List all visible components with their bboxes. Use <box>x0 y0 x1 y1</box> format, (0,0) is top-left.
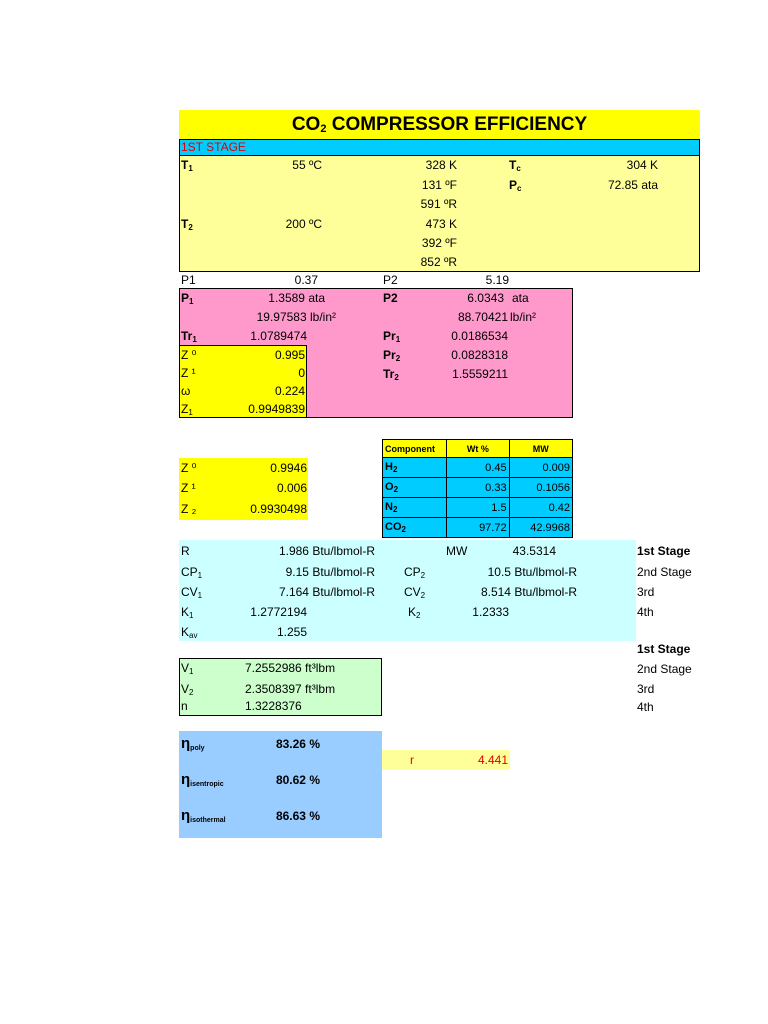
composition-header-component: Component <box>383 440 447 458</box>
r-value: 1.986 Btu/lbmol-R <box>278 544 375 558</box>
eta-isothermal-label: $\eta_{isothermal}$ <box>181 807 226 824</box>
z2-z0-label: Z ⁰ <box>181 461 197 475</box>
eta-poly-label: $\eta_{poly}$ <box>181 735 205 752</box>
composition-table <box>382 439 573 538</box>
page-title: $CO_2$ COMPRESSOR EFFICIENCY <box>291 114 588 135</box>
t1-kelvin: 328 K <box>425 158 457 172</box>
composition-row-co2 <box>383 518 573 538</box>
pr2-value: 0.0828318 <box>451 348 508 362</box>
composition-row-h2 <box>383 458 573 478</box>
z2-label: Z ₂ <box>181 502 197 516</box>
z-one-label: $Z_1$ <box>181 402 193 417</box>
k2-value: 1.2333 <box>472 605 509 619</box>
omega-label: ω <box>181 384 191 398</box>
stage-label-b-3: 3rd <box>637 682 655 696</box>
stage-label-a-2: 2nd Stage <box>637 565 692 579</box>
t1-label: $T_1$ <box>181 158 193 173</box>
component-name: $H_2$ <box>383 458 447 478</box>
cv2-label: $CV_2$ <box>404 585 426 600</box>
r-label: R <box>181 544 190 558</box>
stage-label-a-1: 1st Stage <box>637 544 691 558</box>
t2-kelvin: 473 K <box>425 217 457 231</box>
n-label: n <box>181 699 188 713</box>
z-one-value: 0.9949839 <box>248 402 305 416</box>
p2-psi: 88.70421 <box>457 310 508 324</box>
t2-rankine: 852 ºR <box>420 255 457 269</box>
p1-ata: 1.3589 ata <box>268 291 325 305</box>
p2-raw-value: 5.19 <box>485 273 509 287</box>
component-mw: 0.42 <box>509 498 572 518</box>
kav-label: $K_{av}$ <box>181 625 198 640</box>
tc-label: $T_c$ <box>509 158 521 173</box>
composition-row-o2 <box>383 478 573 498</box>
tr1-label: $Tr_1$ <box>181 329 197 344</box>
cp2-label: $CP_2$ <box>404 565 426 580</box>
p2-raw-label: P2 <box>383 273 398 287</box>
stage-label-b-4: 4th <box>637 700 654 714</box>
component-wt: 0.33 <box>447 478 509 498</box>
cp1-label: $CP_1$ <box>181 565 203 580</box>
mw-value: 43.5314 <box>512 544 556 558</box>
composition-header-mw: MW <box>509 440 572 458</box>
z1-label: Z ¹ <box>181 366 196 380</box>
n-value: 1.3228376 <box>245 699 302 713</box>
z2-value: 0.9930498 <box>250 502 307 516</box>
z2-z1-value: 0.006 <box>276 481 307 495</box>
eta-isentropic-value: 80.62 % <box>275 773 320 787</box>
v2-label: $V_2$ <box>181 682 194 697</box>
eta-poly-value: 83.26 % <box>275 737 320 751</box>
p1-raw-label: P1 <box>181 273 196 287</box>
p2-label: P2 <box>383 291 398 305</box>
tr2-label: $Tr_2$ <box>383 367 399 382</box>
component-wt: 1.5 <box>447 498 509 518</box>
z2-z1-label: Z ¹ <box>181 481 196 495</box>
pr2-label: $Pr_2$ <box>383 348 401 363</box>
stage-header-bar <box>179 139 700 156</box>
stage-label-a-4: 4th <box>637 605 654 619</box>
v2-value: 2.3508397 ft³lbm <box>245 682 336 696</box>
k1-label: $K_1$ <box>181 605 194 620</box>
eta-isothermal-value: 86.63 % <box>275 809 320 823</box>
eta-isentropic-label: $\eta_{isentropic}$ <box>181 771 224 788</box>
p2-ata-unit: ata <box>512 291 529 305</box>
p1-raw-value: 0.37 <box>294 273 318 287</box>
cv1-value: 7.164 Btu/lbmol-R <box>278 585 375 599</box>
t2-label: $T_2$ <box>181 217 193 232</box>
p2-ata: 6.0343 <box>467 291 504 305</box>
component-wt: 97.72 <box>447 518 509 538</box>
t1-celsius: 55 ºC <box>292 158 322 172</box>
p1-label: $P_1$ <box>181 291 194 306</box>
t2-fahrenheit: 392 ºF <box>421 236 457 250</box>
component-name: $O_2$ <box>383 478 447 498</box>
t1-fahrenheit: 131 ºF <box>421 178 457 192</box>
component-mw: 0.009 <box>509 458 572 478</box>
component-wt: 0.45 <box>447 458 509 478</box>
pr1-label: $Pr_1$ <box>383 329 401 344</box>
kav-value: 1.255 <box>276 625 307 639</box>
z2-z0-value: 0.9946 <box>270 461 307 475</box>
composition-row-n2 <box>383 498 573 518</box>
cp1-value: 9.15 Btu/lbmol-R <box>285 565 375 579</box>
cp2-value: 10.5 Btu/lbmol-R <box>487 565 577 579</box>
tr2-value: 1.5559211 <box>452 367 508 381</box>
stage-label-b-2: 2nd Stage <box>637 662 692 676</box>
ratio-label: r <box>410 753 414 767</box>
z0-label: Z ⁰ <box>181 348 197 362</box>
stage-header: 1ST STAGE <box>181 140 246 154</box>
pc-label: $P_c$ <box>509 178 522 193</box>
ratio-value: 4.441 <box>477 753 508 767</box>
z0-value: 0.995 <box>274 348 305 362</box>
v1-value: 7.2552986 ft³lbm <box>245 661 336 675</box>
t1-rankine: 591 ºR <box>420 197 457 211</box>
z1-value: 0 <box>298 366 305 380</box>
p2-psi-unit: lb/in² <box>510 310 537 324</box>
cv2-value: 8.514 Btu/lbmol-R <box>480 585 577 599</box>
v1-label: $V_1$ <box>181 661 194 676</box>
tc-value: 304 K <box>626 158 658 172</box>
component-mw: 42.9968 <box>509 518 572 538</box>
component-mw: 0.1056 <box>509 478 572 498</box>
cv1-label: $CV_1$ <box>181 585 203 600</box>
pc-value: 72.85 ata <box>607 178 658 192</box>
p1-psi: 19.97583 lb/in² <box>256 310 336 324</box>
stage-label-a-3: 3rd <box>637 585 655 599</box>
omega-value: 0.224 <box>274 384 305 398</box>
component-name: $N_2$ <box>383 498 447 518</box>
tr1-value: 1.0789474 <box>250 329 307 343</box>
stage-label-b-1: 1st Stage <box>637 642 691 656</box>
k1-value: 1.2772194 <box>250 605 307 619</box>
composition-header-row <box>383 440 573 458</box>
t2-celsius: 200 ºC <box>285 217 322 231</box>
composition-header-wt: Wt % <box>447 440 509 458</box>
pr1-value: 0.0186534 <box>451 329 508 343</box>
component-name: $CO_2$ <box>383 518 447 538</box>
mw-label: MW <box>446 544 468 558</box>
k2-label: $K_2$ <box>408 605 421 620</box>
